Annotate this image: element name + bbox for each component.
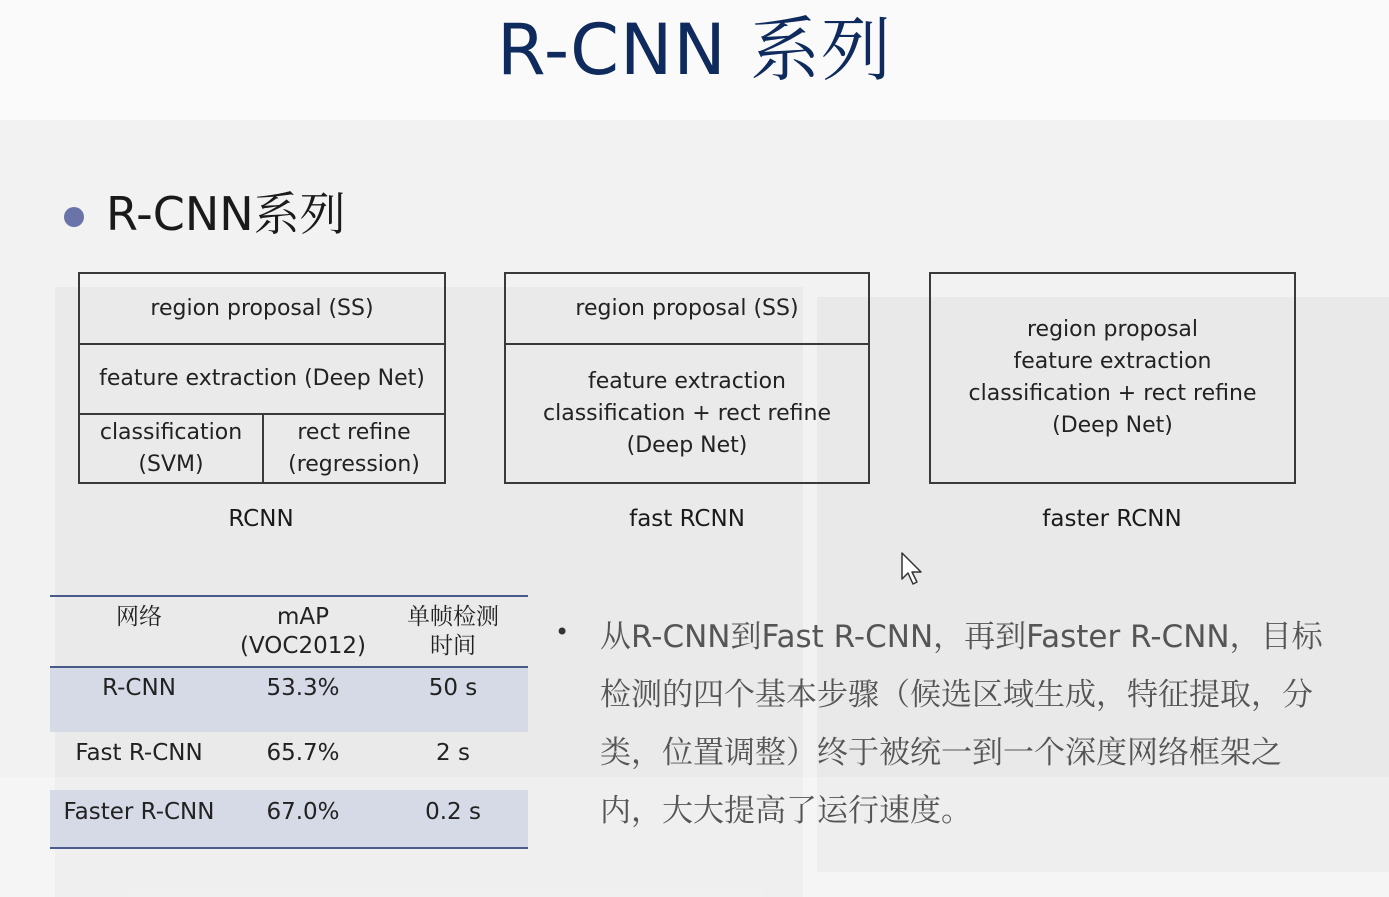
rcnn-classification: classification (SVM): [99, 419, 243, 477]
table-row-1-map: 53.3%: [266, 675, 340, 701]
rcnn-rect-refine: rect refine (regression): [288, 419, 420, 477]
rcnn-label: RCNN: [228, 506, 294, 532]
fast-rcnn-deep-net: feature extraction classification + rect refine (Deep Net): [543, 368, 831, 458]
heading-text: R-CNN系列: [106, 187, 346, 241]
table-row-2-network: Fast R-CNN: [75, 740, 203, 766]
table-row-3-map: 67.0%: [266, 799, 340, 825]
mouse-cursor-icon: [900, 551, 924, 587]
faster-rcnn-deep-net: region proposal feature extraction classification + rect refine (Deep Net): [968, 317, 1257, 438]
faster-rcnn-label: faster RCNN: [1042, 506, 1182, 532]
fast-rcnn-label: fast RCNN: [629, 506, 745, 532]
summary-paragraph: 从R-CNN到Fast R-CNN，再到Faster R-CNN，目标检测的四个基本步骤（候选区域生成，特征提取，分类，位置调整）终于被统一到一个深度网络框架之内，大大提高了运行速度。: [600, 619, 1323, 829]
table-row-2-map: 65.7%: [266, 740, 340, 766]
table-row-2-time: 2 s: [436, 740, 470, 766]
paragraph-bullet: •: [555, 618, 570, 646]
table-header-map: mAP (VOC2012): [240, 604, 366, 659]
table-row-1-time: 50 s: [428, 675, 478, 701]
section-heading: [64, 184, 346, 244]
rcnn-feature-extraction: feature extraction (Deep Net): [99, 366, 425, 391]
table-header-network: 网络: [116, 604, 162, 630]
table-row-1-network: R-CNN: [102, 675, 176, 701]
table-row-3-network: Faster R-CNN: [63, 799, 215, 825]
slide-title: R-CNN 系列: [497, 9, 892, 91]
faster-rcnn-diagram: [929, 272, 1296, 484]
table-top-rule: [50, 595, 528, 597]
fast-rcnn-diagram: [504, 272, 870, 484]
fast-rcnn-region-proposal: region proposal (SS): [575, 295, 799, 321]
bullet-dot-icon: [64, 207, 84, 227]
rcnn-diagram: [78, 272, 446, 484]
table-header-time: 单帧检测 时间: [407, 604, 499, 659]
table-row-3-time: 0.2 s: [425, 799, 481, 825]
table-bottom-rule: [50, 847, 528, 849]
rcnn-region-proposal: region proposal (SS): [150, 295, 374, 321]
